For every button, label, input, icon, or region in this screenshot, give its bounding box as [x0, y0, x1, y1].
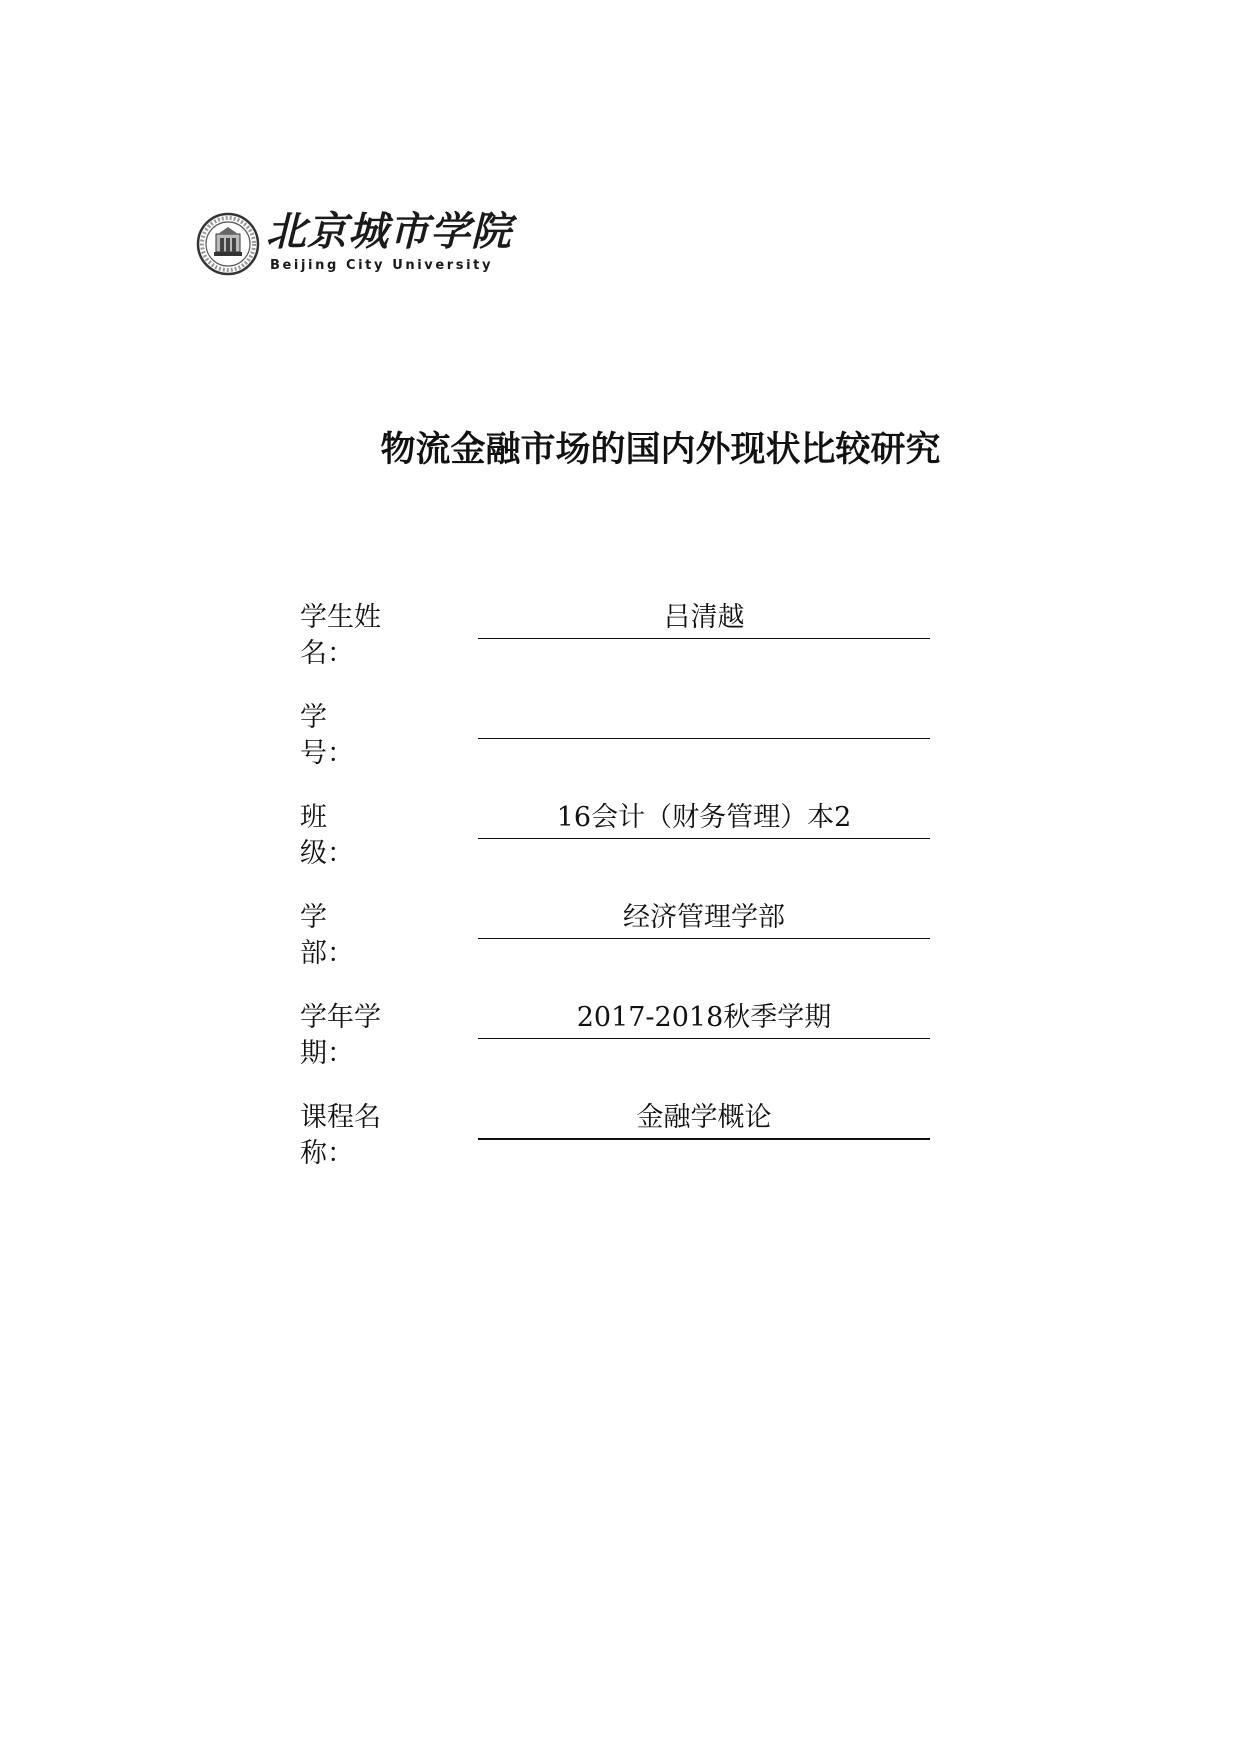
field-row-student-name — [300, 600, 940, 700]
field-row-department — [300, 900, 940, 1000]
field-label: 学年学期： — [300, 1002, 381, 1069]
field-value-semester: 2017-2018秋季学期 — [478, 1000, 930, 1039]
field-value-class: 16会计（财务管理）本2 — [478, 800, 930, 839]
field-row-student-id — [300, 700, 940, 800]
field-label: 学 部： — [300, 902, 381, 969]
field-value-student-id — [478, 700, 930, 739]
document-title: 物流金融市场的国内外现状比较研究 — [380, 429, 941, 470]
logo-english-name: Beijing City University — [270, 258, 494, 273]
field-row-class — [300, 800, 940, 900]
university-seal-icon — [196, 212, 260, 276]
field-label: 班 级： — [300, 802, 381, 869]
field-label: 学 号： — [300, 702, 381, 769]
cover-info-fields — [300, 600, 940, 1200]
field-value-student-name: 吕清越 — [478, 600, 930, 639]
field-label: 学生姓名： — [300, 602, 381, 669]
field-value-department: 经济管理学部 — [478, 900, 930, 939]
university-logo — [196, 208, 526, 280]
field-row-course-name — [300, 1100, 940, 1200]
field-label: 课程名称： — [300, 1102, 381, 1169]
field-value-course-name: 金融学概论 — [478, 1100, 930, 1140]
logo-chinese-name: 北京城市学院 — [266, 208, 512, 255]
field-row-semester — [300, 1000, 940, 1100]
